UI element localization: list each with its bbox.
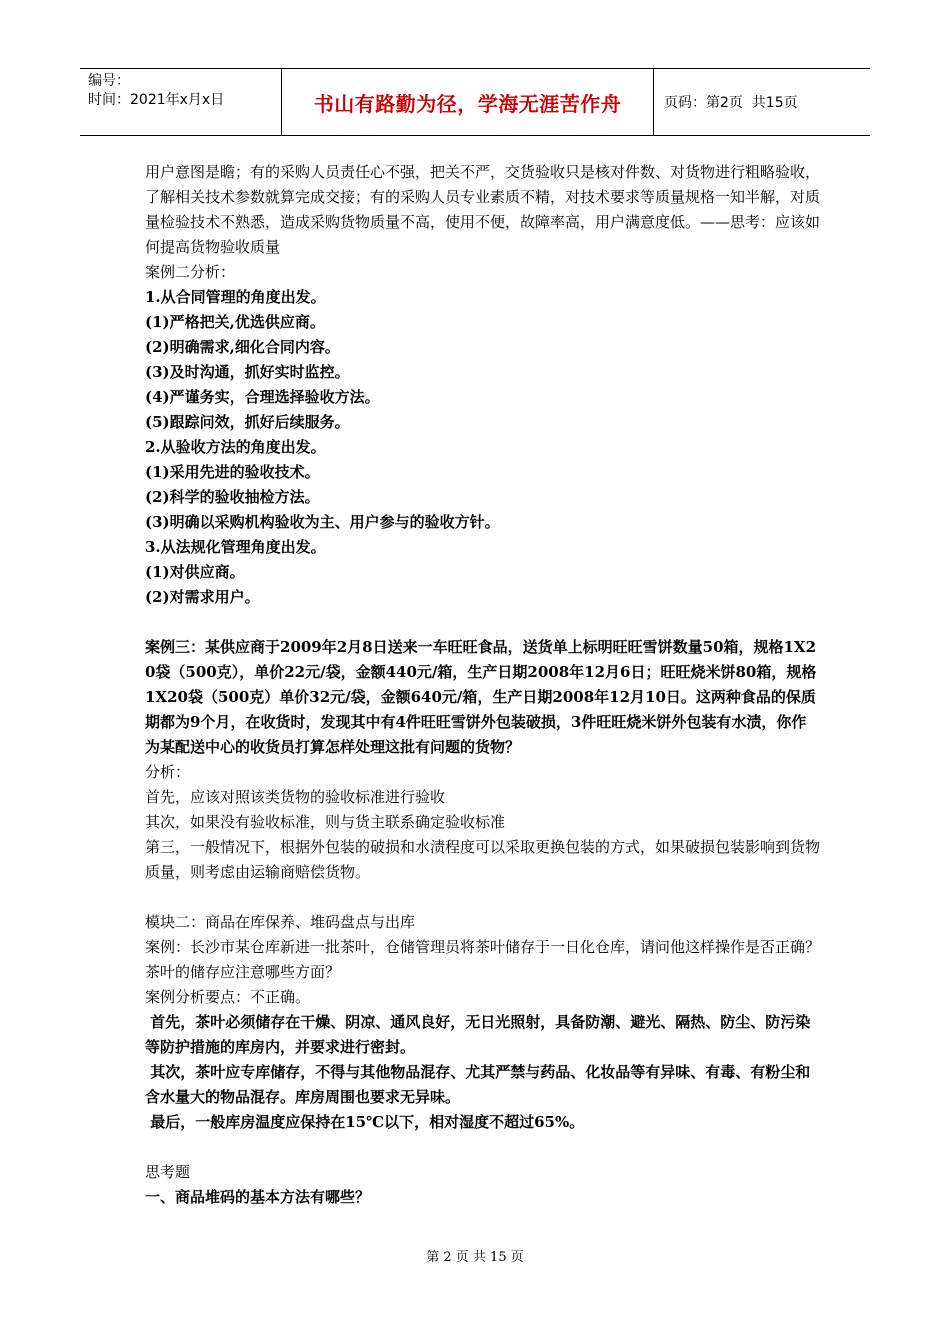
list-item: (3)及时沟通，抓好实时监控。 (145, 363, 350, 381)
document-body (145, 160, 820, 1210)
paragraph: 其次，如果没有验收标准，则与货主联系确定验收标准 (145, 813, 506, 831)
list-heading: 3.从法规化管理角度出发。 (145, 538, 326, 556)
paragraph: 案例：长沙市某仓库新进一批茶叶，仓储管理员将茶叶储存于一日化仓库，请问他这样操作是否正确？茶叶的储存应注意哪些方面？ (145, 938, 821, 981)
list-item: (2)科学的验收抽检方法。 (145, 488, 320, 506)
paragraph: 首先，茶叶必须储存在干燥、阴凉、通风良好，无日光照射，具备防潮、避光、隔热、防尘、防污染等防护措施的库房内，并要求进行密封。 (145, 1013, 811, 1056)
page-header (80, 68, 870, 136)
list-item: (2)明确需求,细化合同内容。 (145, 338, 340, 356)
header-meta (80, 69, 281, 135)
paragraph: 最后，一般库房温度应保持在15℃以下，相对湿度不超过65%。 (145, 1113, 585, 1131)
paragraph: 案例分析要点：不正确。 (145, 988, 311, 1006)
list-item: (4)严谨务实，合理选择验收方法。 (145, 388, 380, 406)
document-date: 时间：2021年x月x日 (88, 92, 225, 108)
paragraph: 首先，应该对照该类货物的验收标准进行验收 (145, 788, 446, 806)
paragraph: 用户意图是瞻；有的采购人员责任心不强，把关不严，交货验收只是核对件数、对货物进行粗略验收，了解相关技术参数就算完成交接；有的采购人员专业素质不精，对技术要求等质量规格一知半解，对质量检验技术不熟悉，造成采购货物质量不高，使用不便，故障率高，用户满意度低。——思考：应该如何提高货物验收质量 (145, 163, 821, 256)
list-item: (1)采用先进的验收技术。 (145, 463, 320, 481)
paragraph: 第三，一般情况下，根据外包装的破损和水渍程度可以采取更换包装的方式，如果破损包装影响到货物质量，则考虑由运输商赔偿货物。 (145, 838, 821, 881)
page-footer: 第 2 页 共 15 页 (426, 1250, 524, 1265)
section-heading: 案例二分析： (145, 263, 236, 281)
paragraph: 其次，茶叶应专库储存，不得与其他物品混存、尤其严禁与药品、化妆品等有异味、有毒、有粉尘和含水量大的物品混存。库房周围也要求无异味。 (145, 1063, 811, 1106)
module-heading: 模块二：商品在库保养、堆码盘点与出库 (145, 913, 416, 931)
list-item: (5)跟踪问效，抓好后续服务。 (145, 413, 350, 431)
list-item: (1)严格把关,优选供应商。 (145, 313, 325, 331)
section-heading: 思考题 (145, 1163, 191, 1181)
list-item: (2)对需求用户。 (145, 588, 260, 606)
list-item: (1)对供应商。 (145, 563, 245, 581)
header-page-info: 页码：第2页 共15页 (664, 95, 798, 111)
document-number-label: 编号： (88, 73, 130, 89)
list-heading: 1.从合同管理的角度出发。 (145, 288, 326, 306)
section-heading: 分析： (145, 763, 191, 781)
list-heading: 2.从验收方法的角度出发。 (145, 438, 326, 456)
header-motto: 书山有路勤为径，学海无涯苦作舟 (281, 69, 654, 135)
question: 一、商品堆码的基本方法有哪些？ (145, 1188, 371, 1206)
list-item: (3)明确以采购机构验收为主、用户参与的验收方针。 (145, 513, 500, 531)
case-paragraph: 案例三：某供应商于2009年2月8日送来一车旺旺食品，送货单上标明旺旺雪饼数量50箱，规格1X20袋（500克），单价22元/袋，金额440元/箱，生产日期2008年12月6日；旺旺烧米饼80箱，规格1X20袋（500克）单价32元/袋，金额640元/箱，生产日期2008年12月10日。这两种食品的保质期都为9个月，在收货时，发现其中有4件旺旺雪饼外包装破损，3件旺旺烧米饼外包装有水渍，你作为某配送中心的收货员打算怎样处理这批有问题的货物？ (145, 638, 817, 756)
